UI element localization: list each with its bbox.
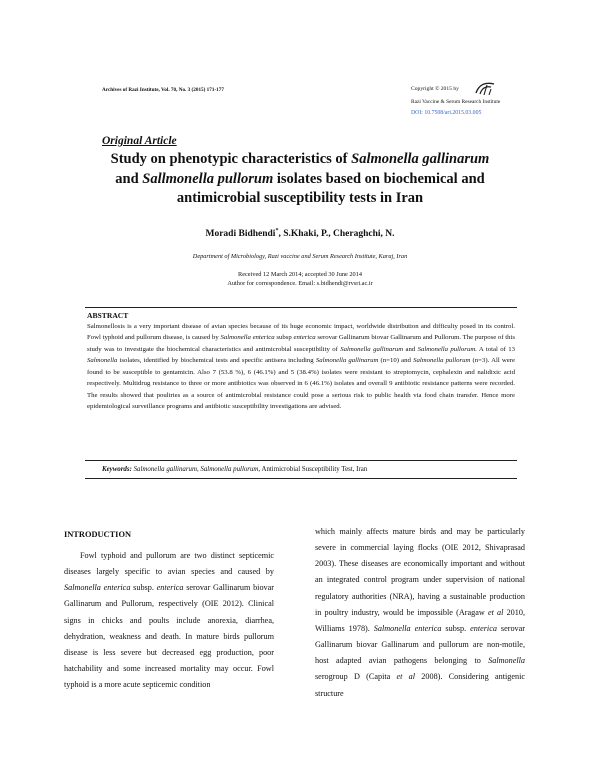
keywords-top-rule [85, 460, 517, 461]
doi-link[interactable]: DOI: 10.7508/ari.2015.03.005 [411, 110, 482, 116]
abstract-body: Salmonellosis is a very important disease of avian species because of its huge economic impact, worldwide distribution and difficulty posed in its control. Fowl typhoid and pullorum disease, is caused by Salmonella enterica subsp enterica serovar Gallinarum biovar Gallinarum and Pullorum. The purpose of this study was to investigate the biochemical characteristics and antimicrobial susceptibility of Salmonella gallinarum and Salmonella pullorum. A total of 13 Salmonella isolates, identified by biochemical tests and specific antisera including Salmonella gallinarum (n=10) and Salmonella pullorum (n=3). All were found to be susceptible to gentamicin. Also 7 (53.8 %), 6 (46.1%) and 5 (38.4%) isolates were resistant to streptomycin, cephalexin and nalidixic acid respectively. Multidrug resistance to three or more antibiotics was observed in 6 (46.1%) isolates and overall 9 antibiotic resistance patterns were recorded. The results showed that poultries as a source of antimicrobial resistance could pose a serious risk to public health via food chain transfer. Hence more epidemiological surveillance programs and antibiotic susceptibility investigations are advised. [87, 323, 516, 411]
publisher-name: Razi Vaccine & Serum Research Institute [411, 99, 501, 105]
intro-right-column [315, 524, 525, 702]
affiliation: Department of Microbiology, Razi vaccine and Serum Research Institute, Karaj, Iran [192, 253, 408, 260]
abstract-heading: ABSTRACT [87, 311, 129, 320]
correspondence-email: Author for correspondence. Email: s.bidhendi@rvsri.ac.ir [227, 280, 373, 287]
article-type: Original Article [102, 135, 177, 147]
author-list: Moradi Bidhendi*, S.Khaki, P., Cheraghchi, N. [205, 228, 395, 240]
paper-title: Study on phenotypic characteristics of Salmonella gallinarum and Sallmonella pullorum isolates based on biochemical and antimicrobial susceptibility tests in Iran [110, 151, 490, 206]
intro-paragraph-continued: which mainly affects mature birds and may be particularly severe in commercial laying flocks (OIE 2012, Shivaprasad 2003). These diseases are economically important and without an integrated control program under supervision of national regulatory authorities (NRA), having a sustainable production in poultry industry, would be impossible (Aragaw et al 2010, Williams 1978). Salmonella enterica subsp. enterica serovar Gallinarum biovar Gallinarum and pullorum are non-motile, host adapted avian pathogens belonging to Salmonella serogroup D (Capita et al 2008). Considering antigenic structure [315, 527, 526, 698]
intro-left-column [64, 548, 274, 693]
keywords-bottom-rule [85, 478, 517, 479]
journal-citation: Archives of Razi Institute, Vol. 70, No. 3 (2015) 171-177 [102, 87, 224, 93]
introduction-heading: INTRODUCTION [64, 530, 132, 539]
keywords-line: Keywords: Salmonella gallinarum, Salmonella pullorum, Antimicrobial Susceptibility Test, Iran [102, 466, 368, 473]
copyright-notice: Copyright © 2015 by [411, 86, 459, 92]
intro-paragraph: Fowl typhoid and pullorum are two distinct septicemic diseases largely specific to avian species and caused by Salmonella enterica subsp. enterica serovar Gallinarum biovar Gallinarum and Pullorum, respectively (OIE 2012). Clinical signs in chicks and poults include anorexia, diarrhea, dehydration, weakness and death. In mature birds pullorum disease is less severe but decreased egg production, poor hatchability and some increased mortality may occur. Fowl typhoid is a more acute septicemic condition [64, 551, 274, 690]
rvsri-logo-icon [474, 81, 496, 96]
received-dates: Received 12 March 2014; accepted 30 June 2014 [238, 271, 362, 278]
abstract-top-rule [85, 307, 517, 308]
